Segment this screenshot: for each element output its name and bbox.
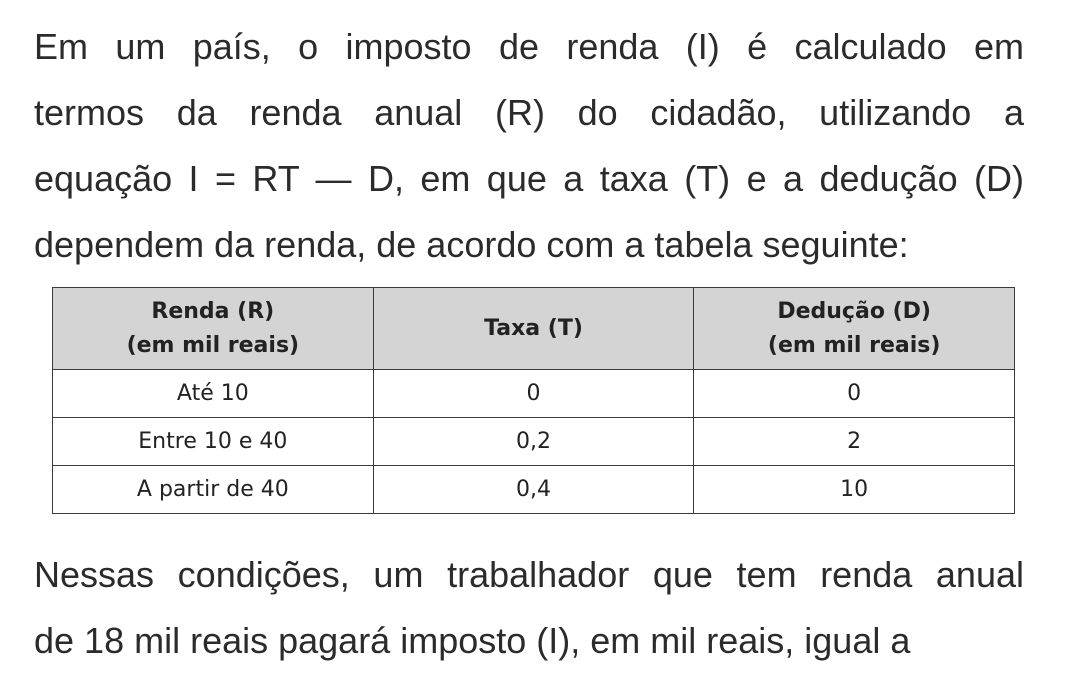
cell-taxa: 0,2	[373, 418, 694, 466]
intro-line-4: dependem da renda, de acordo com a tabela seguinte:	[34, 224, 909, 265]
table-row	[53, 370, 1015, 418]
tax-table-container	[52, 287, 1015, 514]
header-taxa-line1: Taxa (T)	[484, 315, 583, 341]
question-line-1: Nessas condições, um trabalhador que tem renda anual	[34, 554, 1024, 595]
question-line-2: de 18 mil reais pagará imposto (I), em mil reais, igual a	[34, 620, 911, 661]
cell-renda: A partir de 40	[53, 466, 374, 514]
header-deducao-line1: Dedução (D)	[777, 298, 931, 324]
cell-taxa: 0,4	[373, 466, 694, 514]
cell-renda: Entre 10 e 40	[53, 418, 374, 466]
cell-renda: Até 10	[53, 370, 374, 418]
cell-taxa: 0	[373, 370, 694, 418]
header-renda-line2: (em mil reais)	[126, 332, 300, 358]
intro-line-3: equação I = RT — D, em que a taxa (T) e a dedução (D)	[34, 158, 1024, 199]
cell-deducao: 2	[694, 418, 1015, 466]
header-renda-line1: Renda (R)	[151, 298, 275, 324]
header-deducao	[694, 288, 1015, 370]
cell-deducao: 10	[694, 466, 1015, 514]
intro-paragraph	[34, 14, 1024, 278]
table-row	[53, 466, 1015, 514]
table-row	[53, 418, 1015, 466]
table-header-row	[53, 288, 1015, 370]
tax-table	[52, 287, 1015, 514]
intro-line-1: Em um país, o imposto de renda (I) é calculado em	[34, 26, 1024, 67]
question-paragraph	[34, 542, 1024, 674]
intro-line-2: termos da renda anual (R) do cidadão, utilizando a	[34, 92, 1024, 133]
header-taxa	[373, 288, 694, 370]
header-deducao-line2: (em mil reais)	[767, 332, 941, 358]
cell-deducao: 0	[694, 370, 1015, 418]
header-renda	[53, 288, 374, 370]
